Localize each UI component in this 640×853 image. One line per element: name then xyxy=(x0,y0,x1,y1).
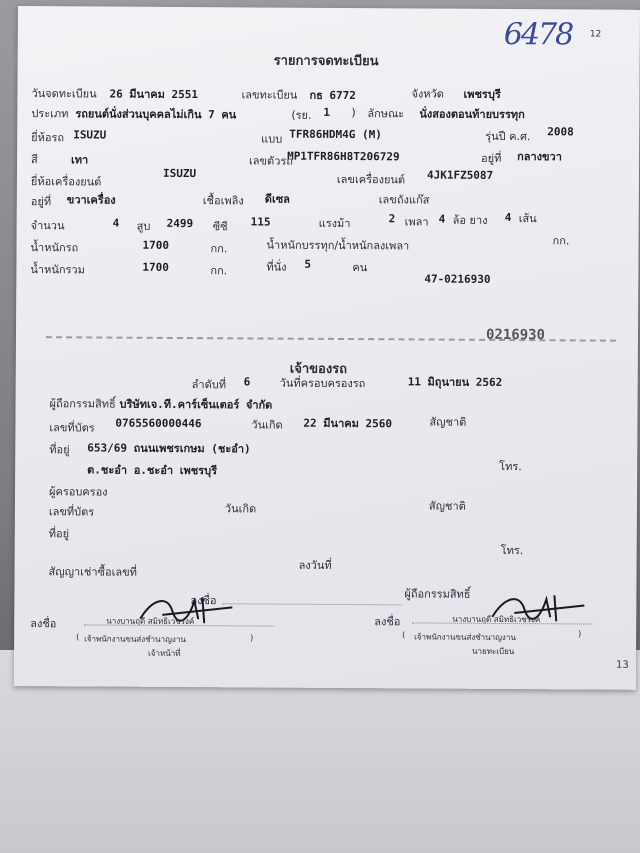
nationality-label: สัญชาติ xyxy=(429,415,467,429)
right-signer-name: นางบานฤดี สมิทธิเวชรงค์ xyxy=(452,614,541,625)
type-label: ประเภท xyxy=(31,107,69,121)
possessor-address-label: ที่อยู่ xyxy=(48,527,70,541)
engine-location: ขวาเครื่อง xyxy=(66,193,116,207)
rs-value: 1 xyxy=(323,105,331,119)
type-value: รถยนต์นั่งส่วนบุคคลไม่เกิน 7 คน xyxy=(75,107,237,122)
year-label: รุ่นปี ค.ศ. xyxy=(485,129,531,144)
cylinders-unit: สูบ xyxy=(136,219,151,233)
address-line-1: 653/69 ถนนเพชรเกษม (ชะอำ) xyxy=(87,441,251,456)
holder-sign-label: ผู้ถือกรรมสิทธิ์ xyxy=(404,587,471,601)
axles: 2 xyxy=(388,212,396,226)
address-line-2: ต.ชะอำ อ.ชะอำ เพชรบุรี xyxy=(87,463,218,478)
brand-value: ISUZU xyxy=(73,128,107,142)
left-signer-position: เจ้าหน้าที่ xyxy=(148,648,181,659)
rs-close: ) xyxy=(351,106,356,120)
year-value: 2008 xyxy=(547,125,574,139)
right-sign-label: ลงชื่อ xyxy=(374,615,401,629)
lease-label: สัญญาเช่าซื้อเลขที่ xyxy=(48,565,137,579)
fuel-value: ดีเซล xyxy=(264,192,290,206)
weight-label: น้ำหนักรถ xyxy=(30,241,79,255)
since-value: 11 มิถุนายน 2562 xyxy=(407,375,503,389)
engine-no-label: เลขเครื่องยนต์ xyxy=(336,172,406,187)
lease-date-label: ลงวันที่ xyxy=(298,558,332,572)
engine-no-value: 4JK1FZ5087 xyxy=(426,168,494,182)
chassis-location-label: อยู่ที่ xyxy=(481,151,502,165)
engine-brand-label: ยี่ห้อเครื่องยนต์ xyxy=(30,175,102,189)
weight-value: 1700 xyxy=(142,238,170,252)
right-paren-open: ( xyxy=(402,630,406,640)
possessor-dob-label: วันเกิด xyxy=(224,502,257,516)
cc-unit: ซีซี xyxy=(212,220,228,234)
registration-title: รายการจดทะเบียน xyxy=(273,53,379,70)
hp-value: 115 xyxy=(250,215,271,229)
count-label: จำนวน xyxy=(30,219,65,233)
weight-unit: กก. xyxy=(210,242,228,256)
model-value: TFR86HDM4G (M) xyxy=(289,127,382,142)
holder-label: ผู้ถือกรรมสิทธิ์ xyxy=(49,397,116,411)
plate-value: กธ 6772 xyxy=(309,88,356,103)
right-paren-close: ) xyxy=(578,629,582,639)
left-paren-open: ( xyxy=(76,632,80,642)
seat-value: 5 xyxy=(304,257,312,271)
color-label: สี xyxy=(31,153,38,167)
left-paren-close: ) xyxy=(250,633,254,643)
char-label: ลักษณะ xyxy=(367,107,405,121)
load-label: น้ำหนักบรรทุก/น้ำหนักลงเพลา xyxy=(266,238,410,253)
address-label: ที่อยู่ xyxy=(49,443,70,457)
handwritten-number: 6478 xyxy=(503,16,573,53)
total-weight-value: 1700 xyxy=(142,260,169,274)
dob-value: 22 มีนาคม 2560 xyxy=(303,416,393,431)
id-value: 0765560000446 xyxy=(115,416,202,431)
axles-unit: เพลา xyxy=(404,215,429,229)
registration-page xyxy=(14,6,640,690)
page-number-bottom: 13 xyxy=(615,659,629,671)
possessor-tel-label: โทร. xyxy=(500,543,524,558)
holder-value: บริษัทเจ.ที.คาร์เซ็นเตอร์ จำกัด xyxy=(119,397,273,412)
tires: 4 xyxy=(504,210,512,225)
seat-label: ที่นั่ง xyxy=(266,260,287,274)
chassis-value: MP1TFR86H8T206729 xyxy=(287,149,400,164)
tires-unit: เส้น xyxy=(518,212,537,226)
cc-value: 2499 xyxy=(166,216,194,231)
left-signer-name: นางบานฤดี สมิทธิเวชรงค์ xyxy=(106,616,195,627)
chassis-location: กลางขวา xyxy=(517,150,562,164)
tel-label: โทร. xyxy=(499,459,522,474)
color-value: เทา xyxy=(71,153,89,167)
engine-location-label: อยู่ที่ xyxy=(30,195,52,209)
reg-date-label: วันจดทะเบียน xyxy=(31,87,97,101)
hp-unit: แรงม้า xyxy=(318,216,351,231)
rs-label: (รย. xyxy=(291,108,312,122)
chassis-label: เลขตัวรถ xyxy=(249,154,294,168)
engine-brand-value: ISUZU xyxy=(162,166,197,181)
total-weight-unit: กก. xyxy=(210,264,228,278)
total-weight-label: น้ำหนักรวม xyxy=(30,263,85,277)
cylinders: 4 xyxy=(112,216,120,230)
char-value: นั่งสองตอนท้ายบรรทุก xyxy=(419,107,525,122)
holder-sign-line xyxy=(222,603,402,605)
sign-label-center: ลงชื่อ xyxy=(190,594,217,608)
owner-title: เจ้าของรถ xyxy=(289,361,348,378)
page-number-top: 12 xyxy=(589,29,602,40)
province-value: เพชรบุรี xyxy=(463,87,501,101)
right-signer-position: นายทะเบียน xyxy=(472,646,515,657)
order-label: ลำดับที่ xyxy=(191,378,227,392)
left-sign-label: ลงชื่อ xyxy=(30,617,57,631)
reg-date: 26 มีนาคม 2551 xyxy=(109,87,199,102)
gas-tank-label: เลขถังแก๊ส xyxy=(378,193,430,207)
right-signer-role: เจ้าพนักงานขนส่งชำนาญงาน xyxy=(414,632,516,643)
possessor-nationality-label: สัญชาติ xyxy=(428,499,466,513)
left-signer-role: เจ้าพนักงานขนส่งชำนาญงาน xyxy=(84,634,186,645)
model-label: แบบ xyxy=(261,132,283,146)
possessor-label: ผู้ครอบครอง xyxy=(48,485,108,499)
id-label: เลขที่บัตร xyxy=(49,421,95,435)
possessor-id-label: เลขที่บัตร xyxy=(48,505,95,519)
plate-label: เลขทะเบียน xyxy=(241,88,298,102)
load-unit: กก. xyxy=(552,234,570,248)
brand-label: ยี่ห้อรถ xyxy=(31,131,65,145)
wheels: 4 xyxy=(438,212,446,226)
form-serial: 47-0216930 xyxy=(424,272,491,286)
seat-unit: คน xyxy=(352,261,368,275)
since-label: วันที่ครอบครองรถ xyxy=(279,376,366,391)
fuel-label: เชื้อเพลิง xyxy=(202,194,244,208)
order-value: 6 xyxy=(243,375,251,389)
province-label: จังหวัด xyxy=(411,87,444,101)
stamped-number: 0216930 xyxy=(485,326,546,344)
dob-label: วันเกิด xyxy=(251,418,283,432)
wheels-unit: ล้อ ยาง xyxy=(452,213,488,227)
